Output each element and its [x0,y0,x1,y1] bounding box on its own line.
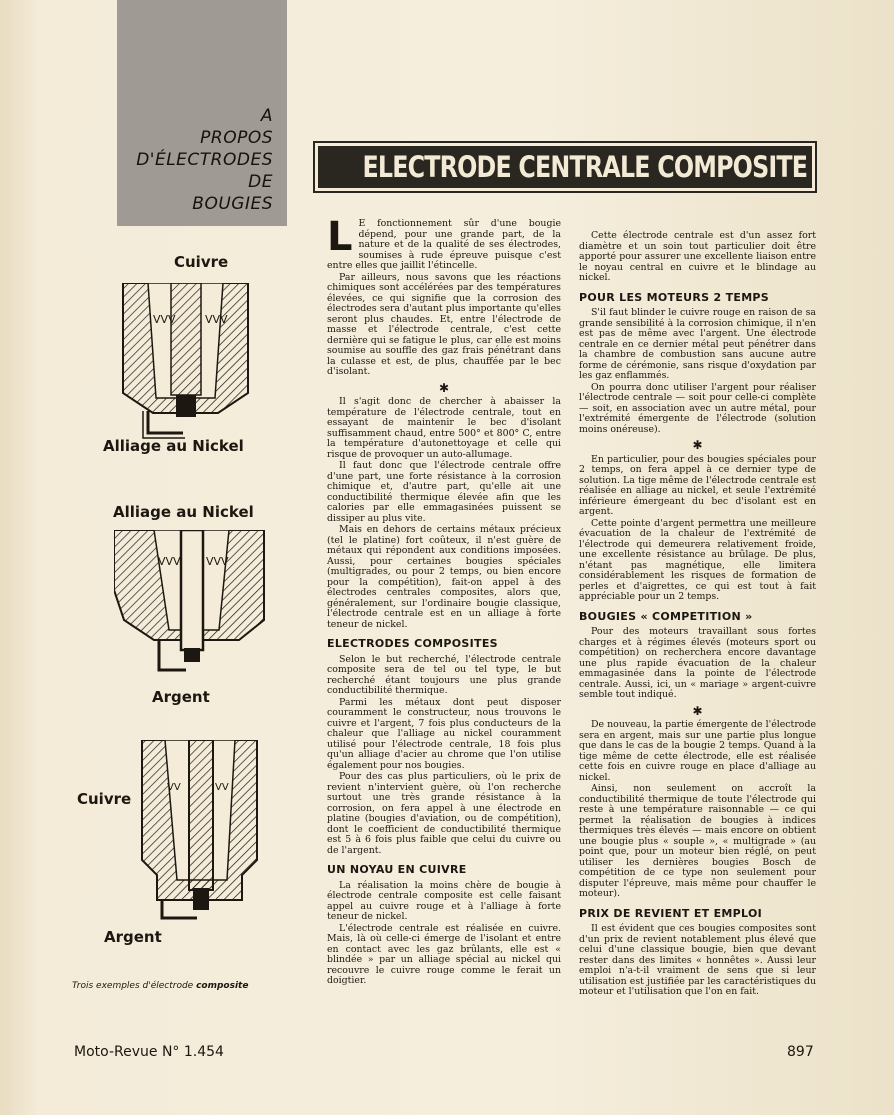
paragraph: Cette pointe d'argent permettra une meilleure évacuation de la chaleur de l'extrémité de l'électrode qui demeurera relativement froide, une excellente résistance au brûlage. De plus, n'étant pas magnétique, elle limitera considérablement les risques de formation de perles et d'aigrettes, ce qui est tout à fait appréciable pour un 2 temps. [579,517,816,602]
section-star: ✱ [438,380,450,395]
paragraph: Il s'agit donc de chercher à abaisser la température de l'électrode centrale, tout en essayant de maintenir le bec d'isolant suffisamment chaud, entre 500° et 800° C, entre la température d'autonettoyage et celle qui risque de provoquer un auto-allumage. [327,396,561,460]
section-title-line: DE [248,172,273,192]
paragraph: On pourra donc utiliser l'argent pour réaliser l'électrode centrale — soit pour celle-ci complète — soit, en association avec un autre métal, pour l'extrémité émergente de l'électrode (solution moins onéreuse). [579,381,816,435]
spark-plug-diagram-2 [114,530,269,680]
paragraph: Pour des moteurs travaillant sous fortes charges et à régimes élevés (moteurs sport ou compétition) on recherchera encore davantage une plus rapide évacuation de la chaleur emmagasinée dans la pointe de l'électrode centrale. Aussi, ici, un « mariage » argent-cuivre semble tout indiqué. [579,626,816,700]
paragraph: E fonctionnement sûr d'une bougie dépend, pour une grande part, de la nature et de la qualité de ses électrodes, soumises à rude épreuve puisque c'est entre elles que jaillit l'étincelle. [327,218,561,271]
paragraph: L'électrode centrale est réalisée en cuivre. Mais, là où celle-ci émerge de l'isolant et entre en contact avec les gaz brûlants, elle est « blindée » par un alliage spécial au nickel qui recouvre le cuivre rouge comme le ferait un doigtier. [327,922,561,986]
section-star: ✱ [692,703,703,718]
drop-cap: L [327,214,353,260]
subheading: POUR LES MOTEURS 2 TEMPS [579,290,770,304]
subheading: BOUGIES « COMPETITION » [579,609,753,623]
paragraph: De nouveau, la partie émergente de l'électrode sera en argent, mais sur une partie plus longue que dans le cas de la bougie 2 temps. Quand à la tige même de cette électrode, elle est réalisée cette fois en cuivre rouge en place d'alliage au nickel. [579,719,816,783]
spark-plug-diagram-1 [103,283,268,443]
section-title-line: BOUGIES [192,194,273,214]
paragraph: Parmi les métaux dont peut disposer couramment le constructeur, nous trouvons le cuivre et l'argent, 7 fois plus conducteurs de la chaleur que l'alliage au nickel couramment utilisé pour l'électrode centrale, 18 fois plus qu'un alliage d'acier au chrome que l'on utilise également pour nos bougies. [327,696,561,771]
paragraph: En particulier, pour des bougies spéciales pour 2 temps, on fera appel à ce dernier type de solution. La tige même de l'électrode centrale est réalisée en alliage au nickel, et seule l'extrémité inférieure émergeant du bec d'isolant est en argent. [579,453,816,517]
paragraph: Par ailleurs, nous savons que les réactions chimiques sont accélérées par des températures élevées, ce qui signifie que la corrosion des électrodes sera d'autant plus importante qu'elles seront plus chaudes. Et, entre l'électrode de masse et l'électrode centrale, c'est cette dernière qui se fatigue le plus, car elle est moins soumise au souffle des gaz frais pénétrant dans la culasse et est, de plus, chauffée par le bec d'isolant. [327,271,561,377]
paragraph: La réalisation la moins chère de bougie à électrode centrale composite est celle faisant appel au cuivre rouge et à l'alliage à forte teneur de nickel. [327,879,561,922]
paragraph: Mais en dehors de certains métaux précieux (tel le platine) fort coûteux, il n'est guère de métaux qui répondent aux conditions imposées. Aussi, pour certaines bougies spéciales (multigrades, ou pour 2 temps, ou bien encore pour la compétition), fait-on appel à des électrodes centrales composites, alors que, généralement, sur l'ordinaire bougie classique, l'électrode centrale est en un alliage à forte teneur de nickel. [327,524,561,630]
svg-text:VV: VV [167,782,181,793]
subheading: ELECTRODES COMPOSITES [327,637,498,650]
svg-text:VVV: VVV [158,555,181,568]
article-column-1 [327,214,561,988]
article-column-2 [579,231,816,999]
svg-text:VV: VV [215,782,229,793]
fig1-bottom-label: Alliage au Nickel [103,437,244,455]
fig2-top-label: Alliage au Nickel [113,503,254,521]
article-headline: ELECTRODE CENTRALE COMPOSITE [318,146,812,188]
section-title-line: D'ÉLECTRODES [136,150,273,170]
paragraph: Selon le but recherché, l'électrode centrale composite sera de tel ou tel type, le but recherché étant toujours une plus grande conductibilité thermique. [327,653,561,696]
fig2-bottom-label: Argent [152,688,210,706]
fig1-top-label: Cuivre [174,253,229,271]
section-star: ✱ [692,438,703,452]
subheading: UN NOYAU EN CUIVRE [327,863,467,876]
paragraph: Il est évident que ces bougies composites sont d'un prix de revient notablement plus élevé que celui d'une classique bougie, bien que devant rester dans des limites « honnêtes ». Aussi leur emploi n'a-t-il vraiment de sens que si leur utilisation est justifiée par les caractéristiques du moteur et l'utilisation que l'on en fait. [579,923,816,997]
paragraph: Pour des cas plus particuliers, où le prix de revient n'intervient guère, où l'on recherche surtout une très grande résistance à la corrosion, on fera appel à une électrode en platine (bougies d'aviation, ou de compétition), dont le coefficient de conductibilité thermique est 5 à 6 fois plus faible que celui du cuivre ou de l'argent. [327,771,561,856]
section-title-line: PROPOS [200,128,273,148]
footer-publication: Moto-Revue N° 1.454 [74,1044,224,1060]
fig3-bottom-label: Argent [104,928,162,946]
subheading: PRIX DE REVIENT ET EMPLOI [579,906,762,920]
paragraph: Il faut donc que l'électrode centrale offre d'une part, une forte résistance à la corrosion chimique et, d'autre part, qu'elle ait une conductibilité thermique élevée afin que les calories par elle emmagasinées puissent se dissiper au plus vite. [327,460,561,524]
paragraph: Cette électrode centrale est d'un assez fort diamètre et un soin tout particulier doit être apporté pour assurer une excellente liaison entre le noyau central en cuivre et le blindage au nickel. [579,230,816,283]
paragraph: Ainsi, non seulement on accroît la conductibilité thermique de toute l'électrode qui reste à une température raisonnable — ce qui permet la réalisation de bougies à indices thermiques très élevés — mais encore on obtient une bougie plus « souple », « multigrade » (au point que, pour un moteur bien réglé, on peut utiliser les dernières bougies Bosch de compétition de ce type non seulement pour disputer l'épreuve, mais même pour chauffer le moteur). [579,783,816,899]
fig3-left-label: Cuivre [77,790,132,808]
figure-caption: Trois exemples d'électrode composite [72,981,249,991]
svg-text:VVV: VVV [153,313,176,326]
spark-plug-diagram-3 [137,740,262,930]
footer-page-number: 897 [787,1044,814,1060]
section-title-line: A [260,106,273,126]
section-title-box [117,0,287,226]
svg-text:VVV: VVV [205,313,228,326]
svg-text:VVV: VVV [206,555,229,568]
paragraph: S'il faut blinder le cuivre rouge en raison de sa grande sensibilité à la corrosion chimique, il n'en est pas de même avec l'argent. Une électrode centrale en ce dernier métal peut pénétrer dans la chambre de combustion sans aucune autre forme de cérémonie, sans risque d'oxydation par les gaz enflammés. [579,307,816,381]
